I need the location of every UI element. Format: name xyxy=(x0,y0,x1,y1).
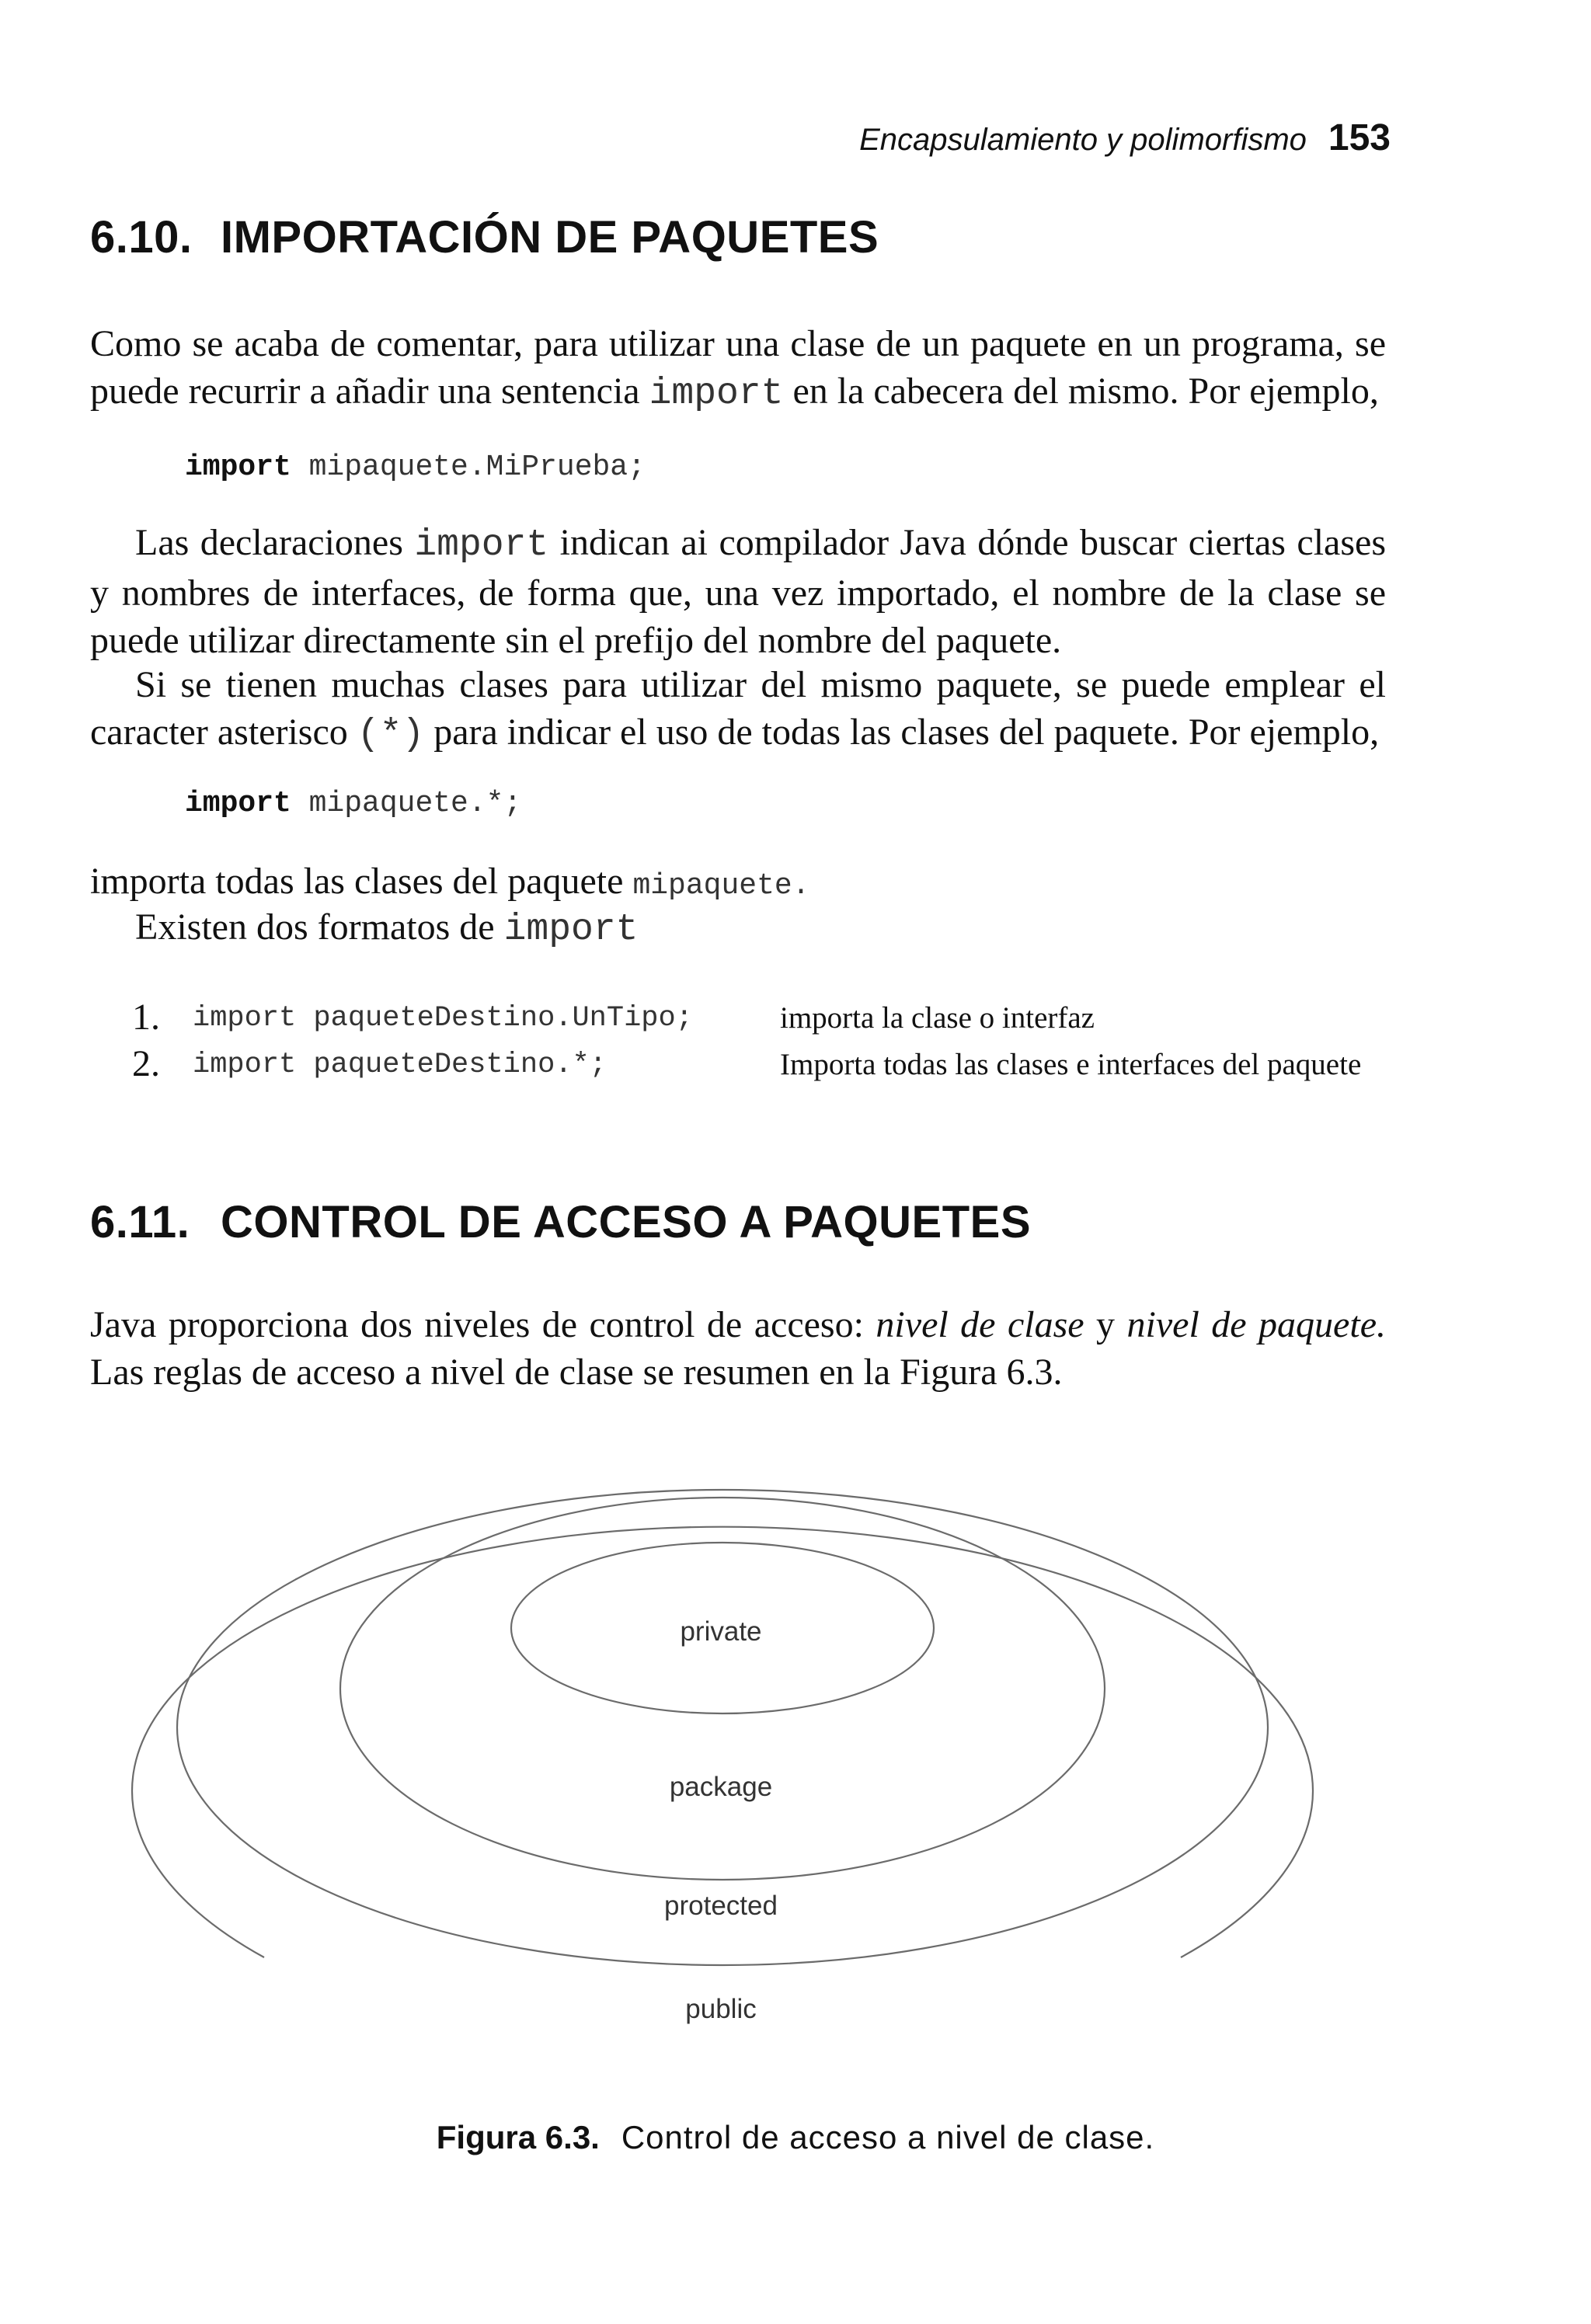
text-run: para indicar el uso de todas las clases del paquete. Por ejemplo, xyxy=(424,711,1380,753)
section-6-10-heading xyxy=(90,211,879,263)
text-run: indican ai compilador Java dónde buscar ciertas clases y nombres de interfaces, de forma que, una vez importado, el nombre de la clase se puede utilizar directamente sin el prefijo del nombre del paquete. xyxy=(90,522,1386,661)
label-package: package xyxy=(669,1772,773,1802)
paragraph-import-declarations xyxy=(90,519,1386,664)
code-keyword: import xyxy=(185,451,291,484)
code-text: mipaquete.MiPrueba; xyxy=(291,451,646,484)
format-code: import paqueteDestino.*; xyxy=(193,1049,607,1081)
page-number: 153 xyxy=(1328,117,1391,158)
inline-code: (*) xyxy=(357,714,425,756)
text-run: y xyxy=(1084,1304,1127,1345)
format-row-2 xyxy=(132,1042,1391,1089)
text-run: Como se acaba de comentar, para utilizar una clase de un paquete en un programa, se puede recurrir a añadir una sentencia xyxy=(90,323,1386,412)
inline-code: mipaquete. xyxy=(632,869,810,903)
format-description: importa la clase o interfaz xyxy=(780,1001,1095,1035)
code-example-2 xyxy=(185,787,521,820)
emphasis-text: nivel de paquete. xyxy=(1126,1304,1387,1345)
caption-label: Figura 6.3. xyxy=(436,2119,600,2155)
paragraph-imports-all xyxy=(90,858,1386,910)
code-text: mipaquete.*; xyxy=(291,787,522,820)
text-run: Si se tienen muchas clases para utilizar del mismo paquete, se puede emplear el caracter asterisco xyxy=(90,664,1386,753)
inline-code: import xyxy=(503,909,639,951)
label-private: private xyxy=(680,1616,762,1647)
paragraph-two-formats xyxy=(135,903,1431,954)
format-number: 2. xyxy=(132,1043,160,1084)
format-row-1 xyxy=(132,996,1391,1042)
section-title: IMPORTACIÓN DE PAQUETES xyxy=(221,212,879,263)
paragraph-access-levels xyxy=(90,1301,1386,1396)
running-header xyxy=(859,117,1391,159)
label-public: public xyxy=(685,1994,757,2024)
access-levels-diagram xyxy=(124,1437,1336,2058)
format-description: Importa todas las clases e interfaces del paquete xyxy=(780,1048,1362,1081)
text-run: Existen dos formatos de xyxy=(135,906,504,948)
paragraph-intro xyxy=(90,320,1386,418)
text-run: en la cabecera del mismo. Por ejemplo, xyxy=(783,371,1379,412)
text-run: Las declaraciones xyxy=(135,522,415,563)
format-code: import paqueteDestino.UnTipo; xyxy=(193,1002,693,1035)
code-example-1 xyxy=(185,451,646,484)
code-keyword: import xyxy=(185,787,291,820)
label-protected: protected xyxy=(664,1891,778,1921)
figure-access-levels xyxy=(124,1437,1336,2058)
section-number: 6.10. xyxy=(90,212,193,263)
text-run: Java proporciona dos niveles de control de acceso: xyxy=(90,1304,876,1345)
text-run: importa todas las clases del paquete xyxy=(90,861,633,902)
running-header-title: Encapsulamiento y polimorfismo xyxy=(859,123,1307,157)
format-number: 1. xyxy=(132,997,160,1038)
figure-caption xyxy=(0,2119,1591,2156)
section-6-11-heading xyxy=(90,1196,1031,1248)
paragraph-asterisk xyxy=(90,661,1386,759)
text-run: Las reglas de acceso a nivel de clase se resumen en la Figura 6.3. xyxy=(90,1352,1063,1393)
inline-code: import xyxy=(414,524,549,566)
inline-code: import xyxy=(649,373,784,415)
emphasis-text: nivel de clase xyxy=(876,1304,1084,1345)
section-number: 6.11. xyxy=(90,1197,190,1247)
section-title: CONTROL DE ACCESO A PAQUETES xyxy=(221,1197,1032,1247)
caption-text: Control de acceso a nivel de clase. xyxy=(621,2119,1155,2155)
